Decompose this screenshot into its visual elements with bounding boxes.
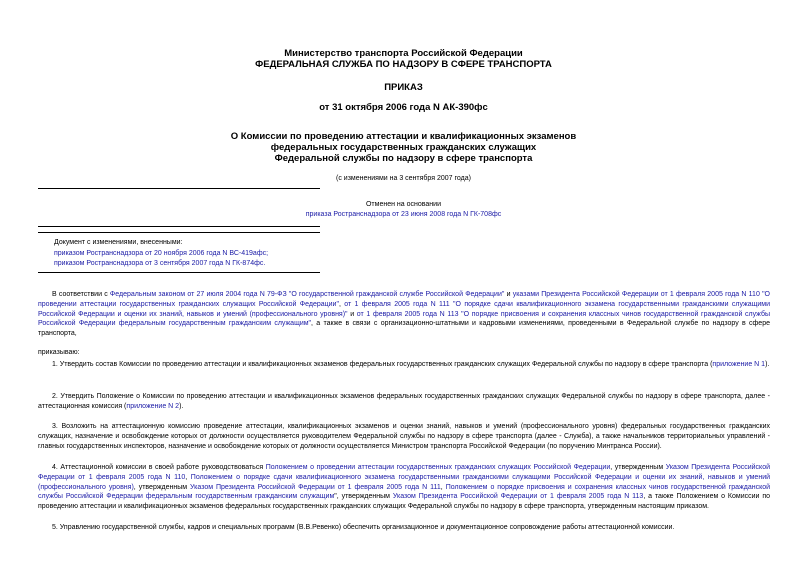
decree-110-link[interactable]: Указом Президента Российской Федерации от 1 февраля 2005 года N 110 [38,464,771,481]
text: 2. Утвердить Положение о Комиссии по проведению аттестации и квалификационных экзаменов федеральных государственных гражданских служащих Федеральной службы по надзору в сфере транспорта, далее - аттестационная комиссия ( [38,393,770,410]
text: , а также в связи с организационно-штатными и кадровыми изменениями, проведенными в Федеральной службе по надзору в сфере транспорта, [38,320,770,338]
decree-111-link[interactable]: Указом Президента Российской Федерации от 1 февраля 2005 года N 111 [190,483,441,491]
cancel-label: Отменен на основании [365,201,441,208]
changes-link-2[interactable]: приказом Ространснадзора от 3 сентября 2007 года N ГК-874фс. [54,260,266,267]
item-1 [38,360,770,370]
text: , утвержденным [610,464,666,471]
doc-title-line2: федеральных государственных гражданских служащих [270,142,537,153]
doc-date-number: от 31 октября 2006 года N АК-390фс [319,102,488,113]
text: 1. Утвердить состав Комиссии по проведению аттестации и квалификационных экзаменов федеральных государственных гражданских служащих Федеральной службы по надзору в сфере транспорта ( [52,361,713,368]
decree-110-link[interactable]: указами Президента Российской Федерации от 1 февраля 2005 года N 110 "О проведении аттестации государственных гражданских служащих Российской Федерации" [38,291,770,308]
text: и [347,310,357,318]
text: , [338,300,345,308]
decree-111-link[interactable]: от 1 февраля 2005 года N 111 "О порядке сдачи квалификационного экзамена государственными гражданскими служащими Российской Федерации и оценки их знаний, навыков и умений (профессионального уровня)" [38,300,770,318]
text: , [440,483,446,491]
text: , утвержденным [133,483,191,491]
ministry-name: Министерство транспорта Российской Федерации [284,48,523,59]
text: 5. Управлению государственной службы, кадров и специальных программ (В.В.Ревенко) обеспечить организационное и документационное сопровождение работы аттестационной комиссии. [52,524,675,531]
changes-label: Документ с изменениями, внесенными: [54,239,183,246]
item-3 [38,422,770,451]
decree-113-link[interactable]: Указом Президента Российской Федерации от 1 февраля 2005 года N 113 [392,493,644,501]
text: 4. Аттестационной комиссии в своей работе руководствоваться [52,464,266,471]
doc-type: ПРИКАЗ [384,82,423,93]
item-2 [38,392,770,412]
item-5 [38,523,770,533]
text: ). [179,402,184,410]
divider [38,232,320,233]
text: , а также Положением о Комиссии по проведению аттестации и квалификационных экзаменов федеральных государственных гражданских служащих Федеральной службы по надзору в сфере транспорта, утвержденным настоящим приказом. [38,493,771,511]
service-name: ФЕДЕРАЛЬНАЯ СЛУЖБА ПО НАДЗОРУ В СФЕРЕ ТРАНСПОРТА [255,59,552,70]
amendment-note: (с изменениями на 3 сентября 2007 года) [336,175,471,182]
divider [38,188,320,189]
order-word: приказываю: [38,349,80,356]
text: ). [765,361,770,368]
text: , [185,473,191,481]
preamble-paragraph [38,290,770,339]
text: ", утвержденным [334,493,393,501]
appendix-2-link[interactable]: приложение N 2 [126,402,180,410]
cancel-link[interactable]: приказа Ространснадзора от 23 июня 2008 года N ГК-708фс [305,211,502,218]
decree-113-link[interactable]: от 1 февраля 2005 года N 113 "О порядке присвоения и сохранения классных чинов государственной гражданской службы Российской Федерации федеральным государственным гражданским служащим" [38,310,770,328]
text: 3. Возложить на аттестационную комиссию проведение аттестации, квалификационных экзаменов и оценки знаний, навыков и умений (профессионального уровня) федеральных государственных гражданских служащих, назначение и освобождение которых от должности осуществляется руководителем Федеральной службы по надзору в сфере транспорта (далее - Служба), а также начальников территориальных управлений - главных государственных инспекторов, назначение и освобождение которых от должности осуществляется Министром транспорта Российской Федерации (по поручению Минтранса России). [38,423,770,450]
divider [38,226,320,227]
regulation-ranks-link[interactable]: Положением о порядке присвоения и сохранения классных чинов государственной гражданской службы Российской Федерации федеральным государственным гражданским служащим [38,483,771,501]
regulation-exam-link[interactable]: Положением о порядке сдачи квалификационного экзамена государственными гражданскими служащими Российской Федерации и оценки их знаний, навыков и умений (профессионального уровня) [38,473,771,491]
text: В соответствии с [52,291,110,298]
doc-title-line3: Федеральной службы по надзору в сфере транспорта [274,153,533,164]
appendix-1-link[interactable]: приложение N 1 [712,361,766,368]
doc-title-line1: О Комиссии по проведению аттестации и квалификационных экзаменов [230,131,577,142]
text: и [504,291,513,298]
changes-link-1[interactable]: приказом Ространснадзора от 20 ноября 2006 года N ВС-419афс; [54,250,269,257]
divider [38,272,320,273]
law-link[interactable]: Федеральным законом от 27 июля 2004 года N 79-ФЗ "О государственной гражданской службе Российской Федерации" [109,291,505,298]
regulation-attestation-link[interactable]: Положением о проведении аттестации государственных гражданских служащих Российской Федерации [265,464,611,471]
item-4 [38,463,770,512]
